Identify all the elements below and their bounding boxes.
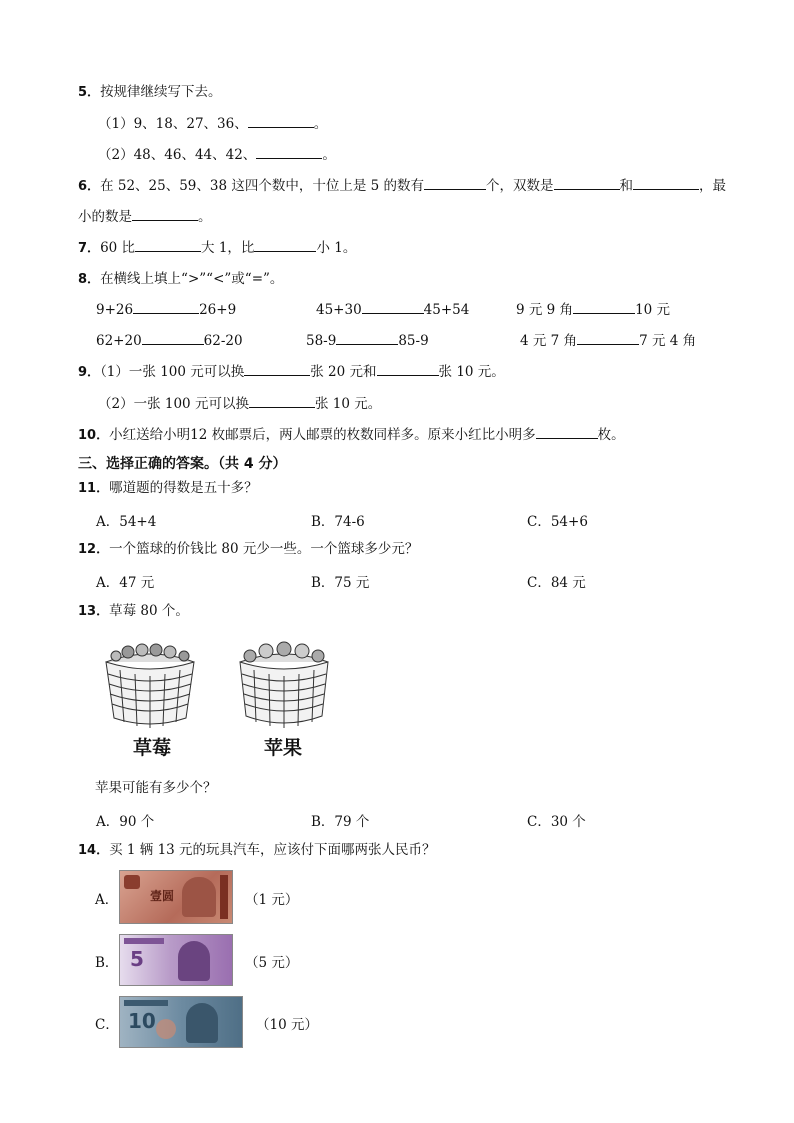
compare-left: 45+30 xyxy=(316,302,362,318)
answer-blank[interactable] xyxy=(573,301,635,314)
question-6: 6．在 52、25、59、38 这四个数中，十位上是 5 的数有 个，双数是 和 ，最 xyxy=(78,178,727,194)
compare-right: 26+9 xyxy=(199,302,237,318)
answer-blank[interactable] xyxy=(249,395,315,408)
section-heading: 三、选择正确的答案。（共 4 分） xyxy=(78,456,287,472)
question-text: ，最 xyxy=(699,178,727,194)
compare-item xyxy=(96,301,236,319)
question-14: 14．买 1 辆 13 元的玩具汽车，应该付下面哪两张人民币？ xyxy=(78,842,436,858)
portrait-icon xyxy=(186,1003,218,1043)
answer-blank[interactable] xyxy=(142,332,204,345)
compare-left: 4 元 7 角 xyxy=(520,333,578,349)
note-header xyxy=(124,938,164,944)
question-number: 12 xyxy=(78,542,97,557)
question-number: 5 xyxy=(78,85,88,100)
option-a[interactable]: A．54+4 xyxy=(96,514,157,530)
question-text: 哪道题的得数是五十多？ xyxy=(109,480,258,496)
question-9: 9．（1）一张 100 元可以换 张 20 元和 张 10 元。 xyxy=(78,364,505,380)
answer-blank[interactable] xyxy=(362,301,424,314)
question-text: 一个篮球的价钱比 80 元少一些。一个篮球多少元？ xyxy=(109,541,419,557)
question-text: 买 1 辆 13 元的玩具汽车，应该付下面哪两张人民币？ xyxy=(109,842,436,858)
question-number: 6 xyxy=(78,179,88,194)
compare-right: 85-9 xyxy=(398,333,429,349)
question-text: 小红送给小明12 枚邮票后，两人邮票的枚数同样多。原来小红比小明多 xyxy=(109,427,536,443)
option-c[interactable]: C．30 个 xyxy=(527,814,586,830)
question-text: 大 1，比 xyxy=(201,240,255,256)
question-number: 9 xyxy=(78,365,88,380)
answer-blank[interactable] xyxy=(256,146,322,159)
question-number: 7 xyxy=(78,241,88,256)
option-c[interactable]: C．54+6 xyxy=(527,514,588,530)
answer-blank[interactable] xyxy=(132,208,198,221)
question-text: 枚。 xyxy=(597,427,625,443)
option-c[interactable]: C．84 元 xyxy=(527,575,586,591)
question-5: 5．按规律继续写下去。 xyxy=(78,84,222,100)
note-border xyxy=(220,875,228,919)
compare-item xyxy=(306,332,429,350)
emblem-icon xyxy=(124,875,140,889)
question-9-part-2 xyxy=(98,395,381,413)
five-yuan-note-image[interactable] xyxy=(119,934,233,986)
strawberry-label: 草莓 xyxy=(133,737,172,759)
question-text: 草莓 80 个。 xyxy=(109,603,189,619)
option-a[interactable]: A．90 个 xyxy=(96,814,155,830)
compare-item xyxy=(96,332,243,350)
sequence-text: （2）48、46、44、42、 xyxy=(98,147,257,163)
answer-blank[interactable] xyxy=(554,177,620,190)
question-number: 13 xyxy=(78,604,97,619)
compare-right: 10 元 xyxy=(635,302,671,318)
apple-label: 苹果 xyxy=(264,737,303,759)
option-b-value: （5 元） xyxy=(245,955,299,971)
option-c-label[interactable]: C． xyxy=(95,1017,119,1033)
option-b[interactable]: B．74-6 xyxy=(311,514,365,530)
compare-left: 9 元 9 角 xyxy=(516,302,574,318)
compare-right: 62-20 xyxy=(203,333,243,349)
answer-blank[interactable] xyxy=(254,239,316,252)
ten-yuan-note-image[interactable] xyxy=(119,996,243,1048)
question-13: 13．草莓 80 个。 xyxy=(78,603,189,619)
answer-blank[interactable] xyxy=(135,239,201,252)
question-5-part-2 xyxy=(98,146,336,164)
question-number: 11 xyxy=(78,481,97,496)
question-text: 张 20 元和 xyxy=(310,364,377,380)
punctuation: 。 xyxy=(313,116,328,132)
option-b[interactable]: B．79 个 xyxy=(311,814,370,830)
option-a-value: （1 元） xyxy=(245,892,299,908)
one-yuan-note-image[interactable] xyxy=(119,870,233,924)
question-11: 11．哪道题的得数是五十多？ xyxy=(78,480,258,496)
sequence-text: （1）9、18、27、36、 xyxy=(98,116,248,132)
compare-item xyxy=(516,301,670,319)
question-5-part-1 xyxy=(98,115,327,133)
question-number: 10 xyxy=(78,428,97,443)
compare-right: 45+54 xyxy=(423,302,470,318)
question-text: 张 10 元。 xyxy=(314,396,382,412)
question-text: 小 1。 xyxy=(316,240,357,256)
answer-blank[interactable] xyxy=(336,332,398,345)
question-text: 和 xyxy=(619,178,634,194)
compare-item xyxy=(520,332,696,350)
answer-blank[interactable] xyxy=(248,115,314,128)
answer-blank[interactable] xyxy=(133,301,199,314)
question-12: 12．一个篮球的价钱比 80 元少一些。一个篮球多少元？ xyxy=(78,541,419,557)
question-text: 个，双数是 xyxy=(486,178,554,194)
compare-left: 58-9 xyxy=(306,333,337,349)
option-a[interactable]: A．47 元 xyxy=(96,575,155,591)
portrait-icon xyxy=(178,941,210,981)
question-text: 在 52、25、59、38 这四个数中，十位上是 5 的数有 xyxy=(100,178,425,194)
question-text: 按规律继续写下去。 xyxy=(100,84,222,100)
compare-left: 62+20 xyxy=(96,333,142,349)
answer-blank[interactable] xyxy=(633,177,699,190)
question-13-prompt: 苹果可能有多少个？ xyxy=(95,780,217,796)
question-8: 8．在横线上填上“>”“<”或“=”。 xyxy=(78,271,284,287)
note-denomination: 10 xyxy=(128,1009,156,1033)
option-b-label[interactable]: B． xyxy=(95,955,119,971)
portrait-icon xyxy=(182,877,216,917)
punctuation: 。 xyxy=(322,147,336,163)
answer-blank[interactable] xyxy=(377,363,439,376)
apple-basket-image xyxy=(236,640,332,730)
answer-blank[interactable] xyxy=(536,426,598,439)
compare-item xyxy=(316,301,469,319)
answer-blank[interactable] xyxy=(244,363,310,376)
note-denomination: 壹圆 xyxy=(150,889,175,903)
note-header xyxy=(124,1000,168,1006)
option-a-label[interactable]: A． xyxy=(95,892,119,908)
option-b[interactable]: B．75 元 xyxy=(311,575,370,591)
compare-right: 7 元 4 角 xyxy=(639,333,697,349)
answer-blank[interactable] xyxy=(577,332,639,345)
punctuation: 。 xyxy=(198,209,212,225)
question-text: 小的数是 xyxy=(78,209,132,225)
question-text: （1）一张 100 元可以换 xyxy=(100,364,245,380)
question-text: 在横线上填上“>”“<”或“=”。 xyxy=(100,271,284,287)
strawberry-basket-image xyxy=(100,640,200,730)
question-text: 张 10 元。 xyxy=(438,364,505,380)
question-text: （2）一张 100 元可以换 xyxy=(98,396,249,412)
option-c-value: （10 元） xyxy=(256,1017,318,1033)
watermark-icon xyxy=(156,1019,176,1039)
compare-left: 9+26 xyxy=(96,302,134,318)
question-10: 10．小红送给小明12 枚邮票后，两人邮票的枚数同样多。原来小红比小明多 枚。 xyxy=(78,427,625,443)
question-7: 7．60 比 大 1，比 小 1。 xyxy=(78,240,357,256)
note-denomination: 5 xyxy=(130,947,144,971)
answer-blank[interactable] xyxy=(424,177,486,190)
question-number: 14 xyxy=(78,843,97,858)
question-text: 60 比 xyxy=(100,240,136,256)
question-6-cont xyxy=(78,208,212,226)
question-number: 8 xyxy=(78,272,88,287)
